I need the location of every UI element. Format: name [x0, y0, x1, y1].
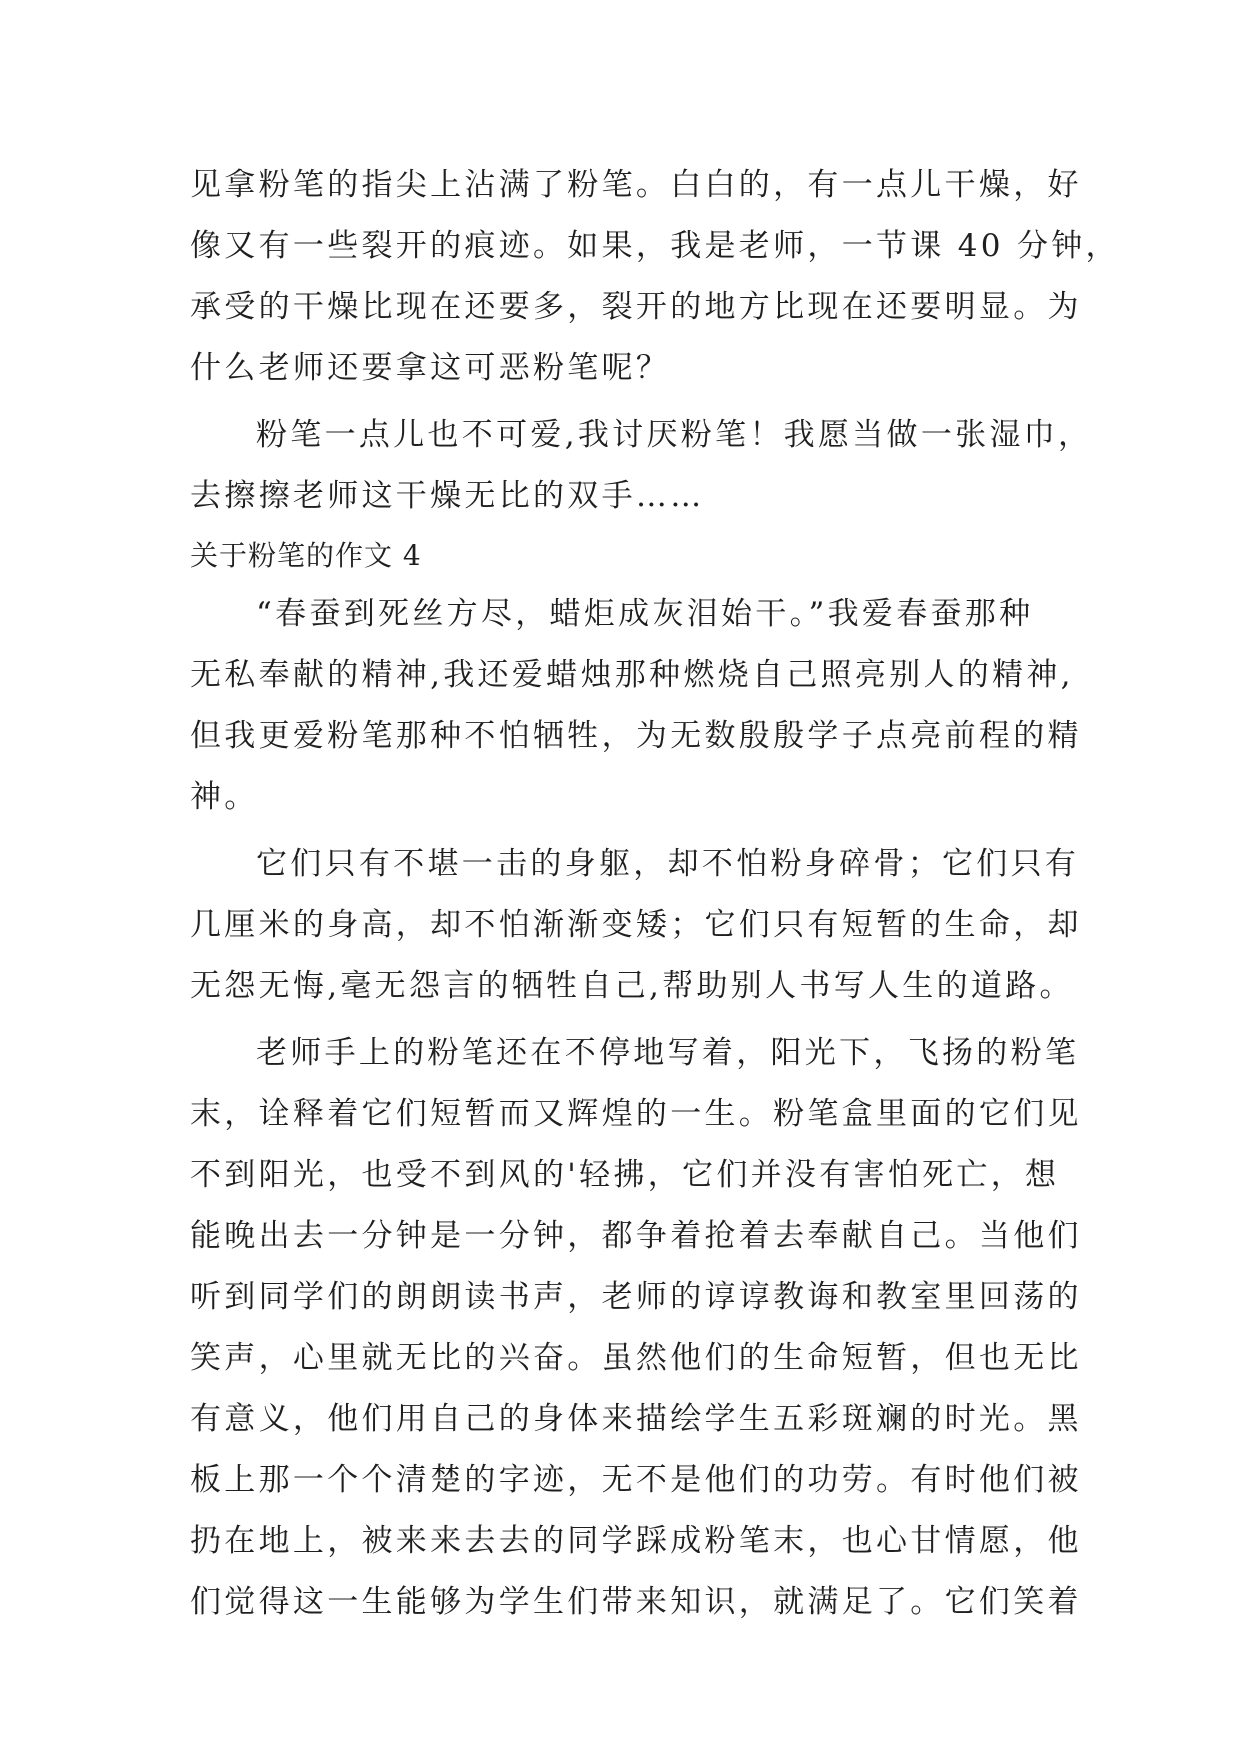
- text-line: 承受的干燥比现在还要多，裂开的地方比现在还要明显。为: [190, 289, 1082, 325]
- text-line: 扔在地上，被来来去去的同学踩成粉笔末，也心甘情愿，他: [190, 1523, 1082, 1559]
- text-line: 无私奉献的精神,我还爱蜡烛那种燃烧自己照亮别人的精神,: [190, 657, 1074, 693]
- text-line: 无怨无悔,毫无怨言的牺牲自己,帮助别人书写人生的道路。: [190, 968, 1074, 1004]
- text-line: 老师手上的粉笔还在不停地写着，阳光下，飞扬的粉笔: [256, 1035, 1080, 1071]
- paragraph-5: [190, 1023, 1082, 1633]
- text-line: 但我更爱粉笔那种不怕牺牲，为无数殷殷学子点亮前程的精: [190, 718, 1082, 754]
- text-line: 像又有一些裂开的痕迹。如果，我是老师，一节课 40 分钟，: [190, 228, 1120, 264]
- text-line: 什么老师还要拿这可恶粉笔呢？: [190, 350, 671, 386]
- text-line: 有意义，他们用自己的身体来描绘学生五彩斑斓的时光。黑: [190, 1401, 1082, 1437]
- text-line: 见拿粉笔的指尖上沾满了粉笔。白白的，有一点儿干燥，好: [190, 167, 1082, 203]
- paragraph-2: [190, 405, 1093, 527]
- text-line: 它们只有不堪一击的身躯，却不怕粉身碎骨；它们只有: [256, 846, 1080, 882]
- text-line: 能晚出去一分钟是一分钟，都争着抢着去奉献自己。当他们: [190, 1218, 1082, 1254]
- document-page: [190, 155, 1120, 1633]
- paragraph-3: [190, 584, 1082, 828]
- text-line: 们觉得这一生能够为学生们带来知识，就满足了。它们笑着: [190, 1584, 1082, 1620]
- text-line: 粉笔一点儿也不可爱,我讨厌粉笔！我愿当做一张湿巾，: [256, 417, 1093, 453]
- section-heading: 关于粉笔的作文 4: [190, 539, 422, 572]
- text-line: “春蚕到死丝方尽，蜡炬成灰泪始干。”我爱春蚕那种: [256, 596, 1034, 632]
- paragraph-4: [190, 834, 1082, 1017]
- text-line: 板上那一个个清楚的字迹，无不是他们的功劳。有时他们被: [190, 1462, 1082, 1498]
- text-line: 几厘米的身高，却不怕渐渐变矮；它们只有短暂的生命，却: [190, 907, 1082, 943]
- text-line: 笑声，心里就无比的兴奋。虽然他们的生命短暂，但也无比: [190, 1340, 1082, 1376]
- text-line: 不到阳光，也受不到风的'轻拂，它们并没有害怕死亡，想: [190, 1157, 1060, 1193]
- text-line: 去擦擦老师这干燥无比的双手……: [190, 478, 705, 514]
- paragraph-1: [190, 155, 1120, 399]
- text-line: 末，诠释着它们短暂而又辉煌的一生。粉笔盒里面的它们见: [190, 1096, 1082, 1132]
- text-line: 神。: [190, 779, 259, 815]
- text-line: 听到同学们的朗朗读书声，老师的谆谆教诲和教室里回荡的: [190, 1279, 1082, 1315]
